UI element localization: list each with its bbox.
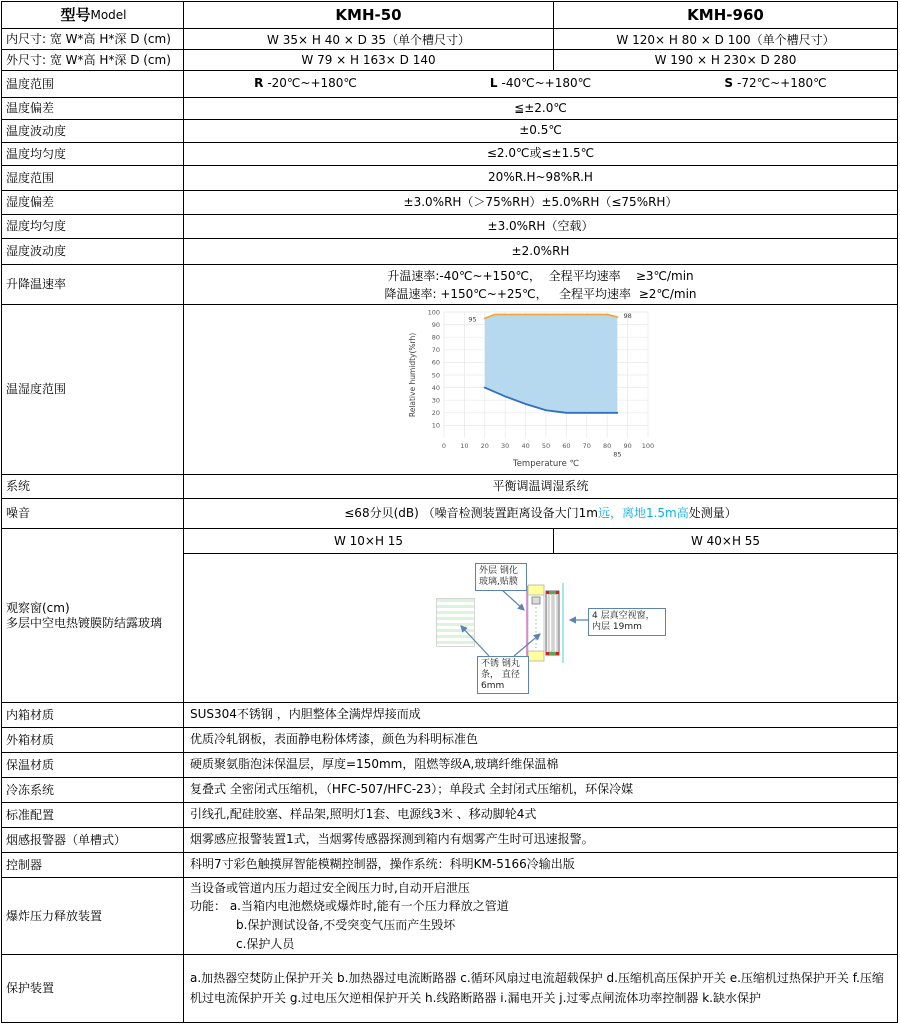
svg-text:80: 80 — [431, 333, 440, 341]
row-label: 保温材质 — [2, 753, 184, 777]
controller-value: 科明7寸彩色触摸屏智能模糊控制器，操作系统：科明KM-5166冷输出版 — [190, 857, 575, 872]
window-size-kmh960: W 40×H 55 — [690, 534, 761, 548]
row-label: 湿度均匀度 — [2, 215, 184, 238]
column-header-kmh50: KMH-50 — [184, 2, 554, 28]
svg-text:40: 40 — [520, 441, 530, 450]
model-label — [2, 2, 184, 28]
temp-range-s: S -72℃~+180℃ — [724, 76, 827, 91]
system-value: 平衡调温调湿系统 — [492, 478, 589, 493]
row-humidity-deviation — [2, 191, 897, 215]
callout-arrows — [184, 554, 900, 702]
row-label: 内尺寸: 宽 W*高 H*深 D (cm) — [2, 29, 184, 49]
inner-material-value: SUS304不锈钢 ，内胆整体全满焊焊接而成 — [190, 707, 421, 722]
row-label: 控制器 — [2, 853, 184, 877]
callout-vacuum-window: 4 层真空视窗， 内层 19mm — [588, 608, 666, 636]
row-protection — [2, 955, 897, 1022]
humidity-fluctuation-value: ±2.0%RH — [511, 243, 570, 258]
window-label-line1: 观察窗(cm) — [6, 600, 70, 615]
row-system — [2, 475, 897, 499]
svg-text:90: 90 — [622, 441, 632, 450]
pressure-release-line1: 当设备或管道内压力超过安全阀压力时,自动开启泄压 — [190, 880, 470, 895]
temp-range-r: R -20℃~+180℃ — [254, 76, 357, 91]
row-label: 温度波动度 — [2, 120, 184, 142]
svg-text:90: 90 — [431, 320, 440, 329]
model-label-cn: 型号 — [60, 5, 91, 24]
temp-range-values — [184, 71, 897, 97]
row-label: 外箱材质 — [2, 728, 184, 752]
row-ramp-rate — [2, 265, 897, 305]
row-label: 冷冻系统 — [2, 778, 184, 802]
row-label: 温度范围 — [2, 71, 184, 97]
svg-text:0: 0 — [441, 441, 446, 450]
column-header-kmh960: KMH-960 — [687, 6, 764, 24]
inner-size-kmh960: W 120× H 80 × D 100（单个槽尺寸） — [616, 32, 835, 47]
callout-outer-glass: 外层 钢化 玻璃,贴膜 — [475, 563, 527, 591]
temp-fluctuation-value: ±0.5℃ — [519, 123, 562, 138]
row-label: 烟感报警器（单槽式） — [2, 828, 184, 852]
svg-text:100: 100 — [641, 441, 654, 450]
spec-table — [1, 1, 898, 1023]
ramp-rate-heating: 升温速率:-40℃~+150℃， 全程平均速率 ≥3℃/min — [387, 268, 694, 283]
window-diagram — [184, 554, 897, 702]
pressure-release-line3: b.保护测试设备,不受突变气压而产生毁坏 — [236, 918, 456, 932]
svg-text:Relative humidty(%rh): Relative humidty(%rh) — [407, 332, 417, 417]
svg-text:20: 20 — [431, 408, 440, 417]
model-label-en: Model — [90, 7, 127, 22]
row-label: 系统 — [2, 475, 184, 498]
row-outer-size — [2, 50, 897, 71]
row-temp-range — [2, 71, 897, 98]
row-label: 湿度范围 — [2, 166, 184, 190]
svg-text:100: 100 — [427, 307, 440, 316]
svg-text:80: 80 — [602, 441, 611, 450]
row-label: 外尺寸: 宽 W*高 H*深 D (cm) — [2, 50, 184, 70]
row-temp-humidity-chart — [2, 305, 897, 475]
row-label: 温度均匀度 — [2, 143, 184, 165]
insulation-value: 硬质聚氨脂泡沫保温层，厚度=150mm，阻燃等级A,玻璃纤维保温棉 — [190, 757, 559, 772]
row-temp-fluctuation — [2, 120, 897, 143]
humidity-range-value: 20%R.H~98%R.H — [488, 170, 593, 185]
row-temp-deviation — [2, 98, 897, 120]
row-inner-size — [2, 29, 897, 50]
row-observation-window — [2, 529, 897, 703]
temp-deviation-value: ≦±2.0℃ — [514, 100, 567, 115]
temp-range-l: L -40℃~+180℃ — [489, 76, 592, 91]
noise-value — [184, 499, 897, 528]
svg-text:10: 10 — [459, 441, 469, 450]
svg-text:95: 95 — [467, 315, 477, 324]
row-noise — [2, 499, 897, 529]
row-insulation — [2, 753, 897, 778]
noise-highlight-text: 远，离地1.5m高 — [597, 505, 689, 520]
noise-text-suffix: 处测量） — [688, 505, 737, 520]
svg-text:60: 60 — [431, 358, 440, 367]
temp-uniformity-value: ≤2.0℃或≤±1.5℃ — [486, 146, 595, 161]
row-label: 内箱材质 — [2, 703, 184, 727]
outer-size-kmh50: W 79 × H 163× D 140 — [184, 50, 554, 70]
row-label: 温度偏差 — [2, 98, 184, 119]
outer-size-kmh960: W 190 × H 230× D 280 — [654, 53, 797, 67]
svg-text:Temperature ℃: Temperature ℃ — [512, 458, 579, 469]
row-label: 温湿度范围 — [2, 305, 184, 474]
noise-text: ≤68分贝(dB) （噪音检测装置距离设备大门1m — [344, 505, 598, 520]
svg-text:50: 50 — [541, 441, 550, 450]
smoke-alarm-value: 烟雾感应报警装置1式，当烟雾传感器探测到箱内有烟雾产生时可迅速报警。 — [190, 832, 594, 847]
row-humidity-range — [2, 166, 897, 191]
row-label — [2, 529, 184, 702]
outer-material-value: 优质冷轧钢板，表面静电粉体烤漆，颜色为科明标准色 — [190, 732, 479, 747]
ramp-rate-cooling: 降温速率: +150℃~+25℃， 全程平均速率 ≥2℃/min — [384, 286, 697, 301]
window-size-kmh50: W 10×H 15 — [184, 529, 554, 553]
svg-text:70: 70 — [582, 441, 591, 450]
row-temp-uniformity — [2, 143, 897, 166]
row-refrigeration — [2, 778, 897, 803]
row-label: 湿度偏差 — [2, 191, 184, 214]
row-label: 爆炸压力释放装置 — [2, 878, 184, 954]
svg-text:60: 60 — [561, 441, 571, 450]
header-row — [2, 2, 897, 29]
protection-value: a.加热器空焚防止保护开关 b.加热器过电流断路器 c.循环风扇过电流超载保护 d.压缩机高压保护开关 e.压缩机过热保护开关 f.压缩机过电流保护开关 g.过电压欠逆相保护开关 h.线路断路器 i.漏电开关 j.过零点闸流体功率控制器 k.缺水保护 — [190, 971, 884, 1005]
row-humidity-uniformity — [2, 215, 897, 239]
refrigeration-value: 复叠式 全密闭式压缩机，（HFC-507/HFC-23）；单段式 全封闭式压缩机，环保冷媒 — [190, 782, 634, 797]
row-label: 标准配置 — [2, 803, 184, 827]
svg-text:20: 20 — [480, 441, 489, 450]
row-humidity-fluctuation — [2, 239, 897, 265]
svg-text:30: 30 — [431, 396, 440, 404]
row-label: 噪音 — [2, 499, 184, 528]
row-controller — [2, 853, 897, 878]
chart-cell — [184, 305, 897, 474]
row-standard-config — [2, 803, 897, 828]
row-inner-material — [2, 703, 897, 728]
svg-text:10: 10 — [431, 421, 440, 430]
svg-text:85: 85 — [612, 449, 622, 458]
standard-config-value: 引线孔,配硅胶塞、样品架,照明灯1套、电源线3米 、移动脚轮4式 — [190, 807, 537, 822]
svg-text:98: 98 — [623, 311, 632, 320]
callout-steel-bead: 不锈 钢丸 条， 直径 6mm — [477, 656, 529, 694]
svg-text:70: 70 — [431, 345, 440, 354]
row-pressure-release — [2, 878, 897, 955]
svg-text:50: 50 — [431, 370, 440, 379]
row-label: 湿度波动度 — [2, 239, 184, 264]
window-label-line2: 多层中空电热镀膜防结露玻璃 — [6, 615, 163, 630]
temp-humidity-chart — [406, 306, 676, 474]
pressure-release-line2: 功能： a.当箱内电池燃烧或爆炸时,能有一个压力释放之管道 — [190, 899, 509, 914]
svg-text:30: 30 — [500, 441, 509, 450]
pressure-release-line4: c.保护人员 — [236, 936, 295, 951]
svg-text:40: 40 — [431, 383, 440, 392]
row-label: 保护装置 — [2, 955, 184, 1022]
row-label: 升降温速率 — [2, 265, 184, 304]
inner-size-kmh50: W 35× H 40 × D 35（单个槽尺寸） — [184, 29, 554, 49]
row-smoke-alarm — [2, 828, 897, 853]
ramp-rate-value — [184, 265, 897, 304]
humidity-uniformity-value: ±3.0%RH（空载） — [487, 218, 594, 233]
row-outer-material — [2, 728, 897, 753]
pressure-release-value — [184, 878, 897, 954]
humidity-deviation-value: ±3.0%RH（＞75%RH）±5.0%RH（≤75%RH） — [403, 194, 678, 209]
